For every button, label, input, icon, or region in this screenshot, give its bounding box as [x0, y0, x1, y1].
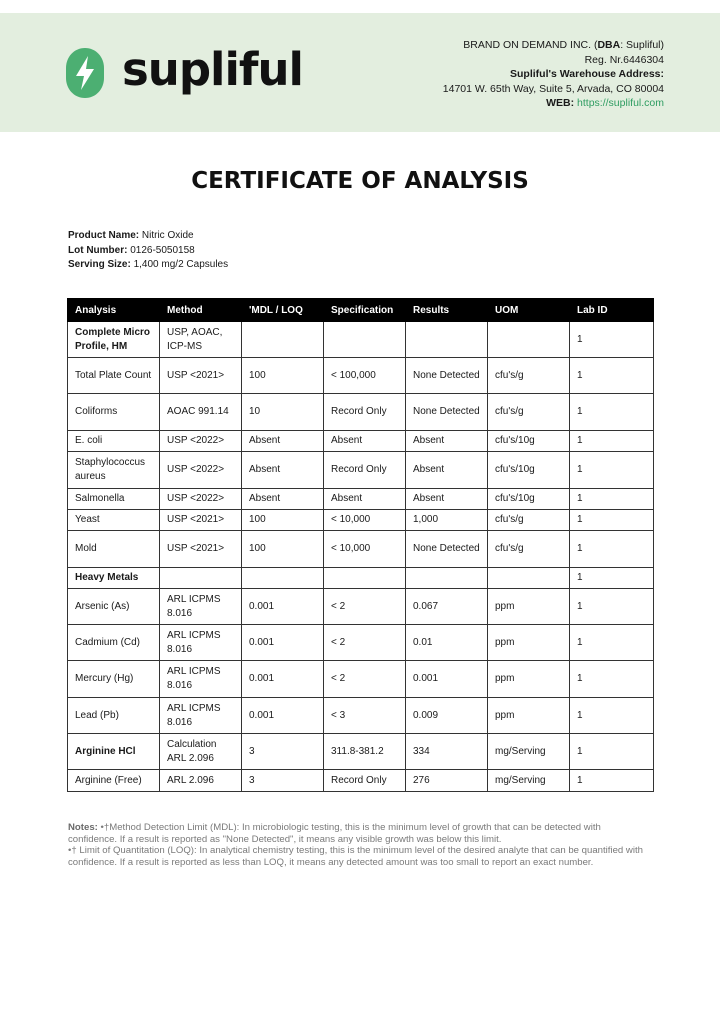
cell-mdl-loq: 100: [242, 510, 324, 531]
lot-number-line: Lot Number: 0126-5050158: [68, 244, 195, 256]
warehouse-address: 14701 W. 65th Way, Suite 5, Arvada, CO 80004: [442, 82, 664, 95]
cell-specification: < 100,000: [324, 358, 406, 394]
col-header-lab-id: Lab ID: [570, 299, 654, 322]
cell-uom: cfu's/g: [488, 358, 570, 394]
cell-specification: Record Only: [324, 452, 406, 489]
cell-analysis: Mold: [68, 531, 160, 568]
cell-results: Absent: [406, 452, 488, 489]
cell-uom: cfu's/g: [488, 531, 570, 568]
cell-uom: ppm: [488, 698, 570, 734]
cell-mdl-loq: 0.001: [242, 698, 324, 734]
cell-uom: cfu's/10g: [488, 489, 570, 510]
cell-analysis: Arginine (Free): [68, 770, 160, 792]
cell-mdl-loq: 100: [242, 358, 324, 394]
warehouse-label: Supliful's Warehouse Address:: [510, 68, 664, 81]
cell-uom: cfu's/10g: [488, 452, 570, 489]
table-row: [68, 358, 654, 394]
cell-mdl-loq: 0.001: [242, 589, 324, 625]
cell-analysis: E. coli: [68, 431, 160, 452]
cell-lab-id: 1: [570, 489, 654, 510]
cell-method: USP, AOAC, ICP-MS: [160, 322, 242, 358]
cell-method: USP <2022>: [160, 489, 242, 510]
table-header-row: [68, 299, 654, 322]
cell-specification: Record Only: [324, 770, 406, 792]
cell-results: None Detected: [406, 358, 488, 394]
cell-results: 1,000: [406, 510, 488, 531]
table-row: [68, 734, 654, 770]
cell-mdl-loq: 3: [242, 734, 324, 770]
cell-uom: ppm: [488, 625, 570, 661]
notes-mdl: Notes: •†Method Detection Limit (MDL): In microbiologic testing, this is the minimum level of growth that can be detected with: [68, 822, 601, 833]
cell-results: 334: [406, 734, 488, 770]
cell-specification: < 3: [324, 698, 406, 734]
cell-analysis: Staphylococcus aureus: [68, 452, 160, 489]
cell-specification: < 2: [324, 589, 406, 625]
cell-uom: cfu's/10g: [488, 431, 570, 452]
cell-lab-id: 1: [570, 661, 654, 698]
cell-lab-id: 1: [570, 358, 654, 394]
cell-mdl-loq: 0.001: [242, 625, 324, 661]
company-name-line: BRAND ON DEMAND INC. (DBA: Supliful): [463, 39, 664, 51]
table-row: [68, 589, 654, 625]
cell-analysis: Mercury (Hg): [68, 661, 160, 698]
cell-analysis: Coliforms: [68, 394, 160, 431]
cell-results: 276: [406, 770, 488, 792]
cell-lab-id: 1: [570, 510, 654, 531]
cell-analysis: Arginine HCl: [68, 734, 160, 770]
website-link[interactable]: https://supliful.com: [577, 97, 664, 110]
cell-method: ARL ICPMS 8.016: [160, 625, 242, 661]
cell-method: USP <2021>: [160, 510, 242, 531]
cell-specification: < 2: [324, 625, 406, 661]
cell-mdl-loq: Absent: [242, 489, 324, 510]
col-header-analysis: Analysis: [68, 299, 160, 322]
cell-lab-id: 1: [570, 431, 654, 452]
table-row: [68, 510, 654, 531]
cell-method: ARL ICPMS 8.016: [160, 589, 242, 625]
product-name-line: Product Name: Nitric Oxide: [68, 230, 194, 241]
cell-lab-id: 1: [570, 698, 654, 734]
col-header-uom: UOM: [488, 299, 570, 322]
cell-method: Calculation ARL 2.096: [160, 734, 242, 770]
cell-lab-id: 1: [570, 625, 654, 661]
cell-analysis: Salmonella: [68, 489, 160, 510]
cell-analysis: Cadmium (Cd): [68, 625, 160, 661]
cell-specification: < 10,000: [324, 531, 406, 568]
cell-results: 0.001: [406, 661, 488, 698]
cell-results: 0.009: [406, 698, 488, 734]
cell-lab-id: 1: [570, 568, 654, 589]
cell-results: [406, 568, 488, 589]
serving-size-line: Serving Size: 1,400 mg/2 Capsules: [68, 259, 229, 270]
registration-number: Reg. Nr.6446304: [584, 53, 664, 66]
analysis-table: [67, 298, 654, 792]
cell-results: Absent: [406, 489, 488, 510]
cell-mdl-loq: Absent: [242, 431, 324, 452]
cell-specification: Absent: [324, 431, 406, 452]
cell-uom: ppm: [488, 589, 570, 625]
table-row: [68, 698, 654, 734]
cell-method: USP <2021>: [160, 358, 242, 394]
cell-analysis: Yeast: [68, 510, 160, 531]
table-row: [68, 625, 654, 661]
cell-analysis: Total Plate Count: [68, 358, 160, 394]
cell-lab-id: 1: [570, 770, 654, 792]
table-row: [68, 661, 654, 698]
cell-method: ARL 2.096: [160, 770, 242, 792]
cell-mdl-loq: [242, 568, 324, 589]
cell-uom: cfu's/g: [488, 394, 570, 431]
cell-specification: Absent: [324, 489, 406, 510]
cell-mdl-loq: [242, 322, 324, 358]
cell-analysis: Arsenic (As): [68, 589, 160, 625]
cell-analysis: Lead (Pb): [68, 698, 160, 734]
cell-method: USP <2022>: [160, 452, 242, 489]
cell-method: ARL ICPMS 8.016: [160, 698, 242, 734]
cell-specification: [324, 568, 406, 589]
cell-method: USP <2021>: [160, 531, 242, 568]
cell-mdl-loq: 0.001: [242, 661, 324, 698]
cell-lab-id: 1: [570, 531, 654, 568]
cell-uom: mg/Serving: [488, 734, 570, 770]
col-header-specification: Specification: [324, 299, 406, 322]
cell-mdl-loq: 100: [242, 531, 324, 568]
brand-logo-text: supliful: [122, 43, 303, 96]
company-info: [443, 38, 664, 111]
table-row: [68, 452, 654, 489]
cell-results: None Detected: [406, 394, 488, 431]
col-header-results: Results: [406, 299, 488, 322]
cell-uom: [488, 568, 570, 589]
document-title: CERTIFICATE OF ANALYSIS: [191, 168, 529, 194]
cell-specification: [324, 322, 406, 358]
web-line: WEB: https://supliful.com: [546, 97, 664, 110]
table-row: [68, 770, 654, 792]
notes-loq: •† Limit of Quantitation (LOQ): In analytical chemistry testing, this is the minimum level of the desired analyte that can be quantified with confidence. If a result is reported as less than LOQ, it means any detected amount was too small to report an exact number.: [68, 845, 643, 868]
cell-method: [160, 568, 242, 589]
cell-lab-id: 1: [570, 452, 654, 489]
cell-mdl-loq: Absent: [242, 452, 324, 489]
cell-specification: 311.8-381.2: [324, 734, 406, 770]
cell-specification: < 10,000: [324, 510, 406, 531]
cell-results: Absent: [406, 431, 488, 452]
cell-mdl-loq: 10: [242, 394, 324, 431]
cell-uom: [488, 322, 570, 358]
cell-analysis: Complete Micro Profile, HM: [68, 322, 160, 358]
table-row: [68, 394, 654, 431]
cell-results: 0.067: [406, 589, 488, 625]
table-row: [68, 531, 654, 568]
product-details: [68, 229, 228, 273]
cell-uom: cfu's/g: [488, 510, 570, 531]
cell-results: None Detected: [406, 531, 488, 568]
cell-specification: Record Only: [324, 394, 406, 431]
cell-specification: < 2: [324, 661, 406, 698]
cell-results: 0.01: [406, 625, 488, 661]
table-row: [68, 431, 654, 452]
col-header-method: Method: [160, 299, 242, 322]
cell-mdl-loq: 3: [242, 770, 324, 792]
cell-uom: ppm: [488, 661, 570, 698]
cell-method: ARL ICPMS 8.016: [160, 661, 242, 698]
table-row: [68, 322, 654, 358]
cell-uom: mg/Serving: [488, 770, 570, 792]
notes-mdl-continued: confidence. If a result is reported as "None Detected", it means any visible growth was below this limit.: [68, 833, 502, 845]
cell-lab-id: 1: [570, 734, 654, 770]
lightning-bolt-logo-icon: [64, 46, 106, 100]
cell-lab-id: 1: [570, 322, 654, 358]
cell-results: [406, 322, 488, 358]
table-row: [68, 489, 654, 510]
cell-lab-id: 1: [570, 589, 654, 625]
table-row: [68, 568, 654, 589]
cell-lab-id: 1: [570, 394, 654, 431]
cell-method: USP <2022>: [160, 431, 242, 452]
notes-section: [68, 822, 668, 868]
col-header-mdl-loq: 'MDL / LOQ: [242, 299, 324, 322]
cell-analysis: Heavy Metals: [68, 568, 160, 589]
cell-method: AOAC 991.14: [160, 394, 242, 431]
